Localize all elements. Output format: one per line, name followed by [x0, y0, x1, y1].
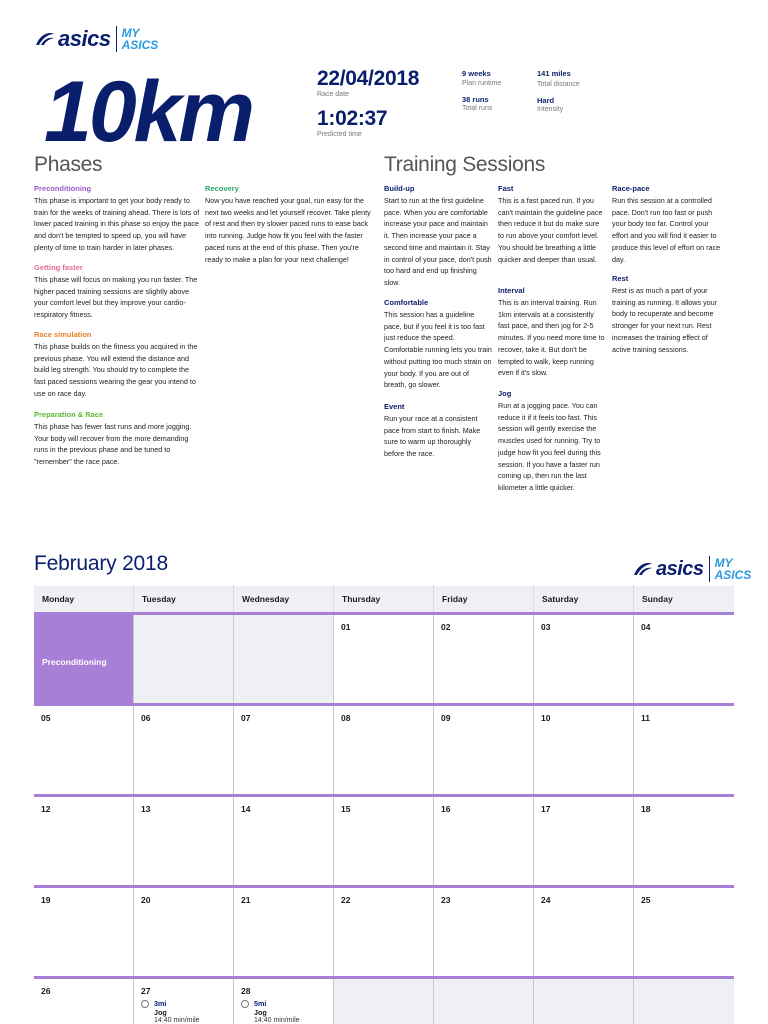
- day-number: 05: [41, 713, 51, 723]
- calendar-week-row: [34, 976, 734, 1024]
- calendar-day-cell[interactable]: [534, 797, 634, 885]
- day-number: 03: [541, 622, 551, 632]
- day-number: 09: [441, 713, 451, 723]
- session-race-pace: [612, 184, 722, 265]
- session-comfortable: [384, 298, 492, 391]
- day-number: 12: [41, 804, 51, 814]
- calendar-day-cell[interactable]: [434, 706, 534, 794]
- calendar-day-cell[interactable]: [234, 706, 334, 794]
- calendar-grid: [34, 586, 734, 1024]
- phase-title: Preconditioning: [34, 184, 92, 193]
- calendar-empty-cell: [434, 979, 534, 1024]
- plan-title: 10km: [44, 64, 252, 160]
- session-title: Race-pace: [612, 184, 650, 193]
- day-number: 18: [641, 804, 651, 814]
- calendar-day-cell[interactable]: [634, 797, 734, 885]
- phase-banner-label: Preconditioning: [42, 657, 107, 667]
- session-text: Run your race at a consistent pace from start to finish. Make sure to warm up thoroughly before the race.: [384, 414, 481, 459]
- session-title: Interval: [498, 286, 525, 295]
- day-number: 26: [41, 986, 51, 996]
- session-text: Rest is as much a part of your training as running. It allows your body to recuperate and become stronger for your next run. Rest increases the training effect of active training sessions.: [612, 286, 718, 354]
- calendar-empty-cell: [634, 979, 734, 1024]
- intensity-value: Hard: [537, 96, 555, 105]
- day-number: 19: [41, 895, 51, 905]
- session-text: Run at a jogging pace. You can reduce it if it feels too fast. This session will gently exercise the muscles used for running. Try to judge how fit you feel during this session. If you have a faster run coming up, then run the last kilometer a little quicker.: [498, 401, 601, 492]
- calendar-week-row: [34, 612, 734, 703]
- calendar-day-cell[interactable]: [634, 615, 734, 703]
- weekday-label: Sunday: [642, 594, 673, 604]
- day-number: 27: [141, 986, 151, 996]
- race-date-value: 22/04/2018: [317, 67, 420, 90]
- day-number: 08: [341, 713, 351, 723]
- session-pace: 14:40 min/mile: [154, 1017, 200, 1024]
- session-title: Event: [384, 402, 405, 411]
- calendar-day-cell[interactable]: [334, 706, 434, 794]
- session-text: Run this session at a controlled pace. Don't run too fast or push your body too far. Control your effort and you will find it easier to produce this level of effort on race day.: [612, 196, 721, 264]
- total-distance-value: 141 miles: [537, 69, 571, 78]
- session-title: Fast: [498, 184, 514, 193]
- calendar-week-row: [34, 885, 734, 976]
- phase-text: This phase builds on the fitness you acquired in the previous phase. You will extend the distance and build leg strength. You should try to complete the fast paced sessions wearing the gear you intend to use on race day.: [34, 342, 198, 398]
- session-type: Jog: [254, 1008, 267, 1017]
- phase-recovery: [205, 184, 371, 265]
- phase-race-simulation: [34, 330, 200, 400]
- day-number: 07: [241, 713, 251, 723]
- asics-wordmark: asics: [58, 26, 111, 51]
- session-distance: 3mi: [154, 999, 167, 1008]
- day-number: 23: [441, 895, 451, 905]
- session-rest: [612, 274, 722, 355]
- calendar-day-cell[interactable]: [134, 797, 234, 885]
- calendar-day-cell[interactable]: [234, 979, 334, 1024]
- calendar-day-cell[interactable]: [34, 979, 134, 1024]
- calendar-day-cell[interactable]: [134, 706, 234, 794]
- session-type: Jog: [154, 1008, 167, 1017]
- day-number: 10: [541, 713, 551, 723]
- calendar-day-cell[interactable]: [334, 888, 434, 976]
- weekday-label: Wednesday: [234, 586, 334, 612]
- calendar-day-cell[interactable]: [334, 797, 434, 885]
- my-asics-label: MY ASICS: [121, 26, 159, 52]
- calendar-day-cell[interactable]: [34, 706, 134, 794]
- weekday-label: Thursday: [334, 586, 434, 612]
- session-entry[interactable]: [241, 999, 333, 1024]
- plan-runtime-value: 9 weeks: [462, 69, 491, 78]
- weekday-label: Friday: [434, 586, 534, 612]
- day-number: 24: [541, 895, 551, 905]
- calendar-week-row: [34, 794, 734, 885]
- calendar-day-cell[interactable]: [134, 888, 234, 976]
- calendar-day-cell[interactable]: [534, 888, 634, 976]
- day-number: 11: [641, 713, 650, 723]
- calendar-day-cell[interactable]: [234, 797, 334, 885]
- session-title: Jog: [498, 389, 512, 398]
- calendar-weekday-header: [34, 586, 734, 612]
- day-number: 21: [241, 895, 251, 905]
- phase-banner-cell: [34, 615, 134, 703]
- session-title: Build-up: [384, 184, 415, 193]
- calendar-day-cell[interactable]: [634, 706, 734, 794]
- session-fast: [498, 184, 606, 265]
- weekday-label: Tuesday: [134, 586, 234, 612]
- phases-heading: Phases: [34, 153, 103, 176]
- day-number: 06: [141, 713, 151, 723]
- calendar-day-cell[interactable]: [634, 888, 734, 976]
- phase-title: Recovery: [205, 184, 239, 193]
- session-checkbox-icon[interactable]: [141, 1000, 149, 1008]
- session-title: Comfortable: [384, 298, 429, 307]
- calendar-empty-cell: [134, 615, 234, 703]
- logo-divider: [116, 26, 117, 52]
- calendar-day-cell[interactable]: [334, 615, 434, 703]
- session-text: Start to run at the first guideline pace. When you are comfortable increase your pace and maintain it. Then increase your pace a second time and maintain it. Stay in control of your pace, don't push too hard and end up finishing slow.: [384, 196, 492, 287]
- session-title: Rest: [612, 274, 629, 283]
- calendar-day-cell[interactable]: [34, 797, 134, 885]
- race-date-label: Race date: [317, 91, 349, 98]
- asics-stripes-icon: [632, 561, 654, 577]
- calendar-day-cell[interactable]: [434, 797, 534, 885]
- session-text: This is a fast paced run. If you can't maintain the guideline pace then reduce it but do make sure to run above your comfort level. You should be breathing a little quicker and deeper than usual.: [498, 196, 603, 264]
- phase-text: This phase has fewer fast runs and more jogging. Your body will recover from the more demanding runs in the previous phase and be tuned to "remember" the race pace.: [34, 422, 192, 467]
- calendar-day-cell[interactable]: [534, 706, 634, 794]
- total-runs-value: 38 runs: [462, 95, 489, 104]
- asics-logo: [632, 556, 751, 582]
- day-number: 28: [241, 986, 251, 996]
- session-event: [384, 402, 492, 460]
- day-number: 04: [641, 622, 651, 632]
- day-number: 22: [341, 895, 351, 905]
- session-build-up: [384, 184, 492, 289]
- asics-logo: [34, 26, 158, 52]
- phase-title: Getting faster: [34, 263, 83, 272]
- total-runs-label: Total runs: [462, 105, 493, 112]
- session-text: This session has a guideline pace, but if you feel it is too fast just reduce the speed. Comfortable running lets you train without putting too much strain on your body. If you are out of breath, go slower.: [384, 310, 492, 390]
- calendar-day-cell[interactable]: [134, 979, 234, 1024]
- calendar-day-cell[interactable]: [434, 888, 534, 976]
- day-number: 20: [141, 895, 151, 905]
- total-distance-label: Total distance: [537, 81, 580, 88]
- intensity-label: Intensity: [537, 106, 564, 113]
- session-checkbox-icon[interactable]: [241, 1000, 249, 1008]
- day-number: 16: [441, 804, 451, 814]
- predicted-time-value: 1:02:37: [317, 107, 388, 130]
- phase-title: Preparation & Race: [34, 410, 104, 419]
- predicted-time-label: Predicted time: [317, 131, 362, 138]
- calendar-empty-cell: [534, 979, 634, 1024]
- phase-text: Now you have reached your goal, run easy for the next two weeks and let yourself recover. Take plenty of rest and then try slower paced runs to ease back into running. Judge how fit you feel with the faster paced runs at the end of this phase. Then you're ready to make a plan for your next challenge!: [205, 196, 371, 264]
- asics-wordmark: asics: [656, 557, 704, 580]
- session-entry[interactable]: [141, 999, 233, 1024]
- calendar-day-cell[interactable]: [34, 888, 134, 976]
- day-number: 15: [341, 804, 351, 814]
- weekday-label: Saturday: [534, 586, 634, 612]
- asics-stripes-icon: [34, 31, 56, 47]
- calendar-day-cell[interactable]: [234, 888, 334, 976]
- logo-divider: [709, 556, 710, 582]
- session-pace: 14:40 min/mile: [254, 1017, 300, 1024]
- phase-text: This phase will focus on making you run faster. The higher paced training sessions are slightly above your comfort level but they improve your cardio-respiratory fitness.: [34, 275, 198, 320]
- day-number: 01: [341, 622, 351, 632]
- session-interval: [498, 286, 606, 379]
- day-number: 17: [541, 804, 551, 814]
- calendar-empty-cell: [234, 615, 334, 703]
- day-number: 13: [141, 804, 151, 814]
- my-asics-label: MY ASICS: [714, 556, 752, 582]
- day-number: 14: [241, 804, 251, 814]
- session-distance: 5mi: [254, 999, 267, 1008]
- day-number: 02: [441, 622, 451, 632]
- plan-runtime-label: Plan runtime: [462, 80, 502, 87]
- session-text: This is an interval training. Run 1km intervals at a consistently fast pace, and then jog for 2-5 minutes. If you need more time to recover, take it. But don't be tempted to walk, keep running even if it's slow.: [498, 298, 605, 378]
- calendar-empty-cell: [334, 979, 434, 1024]
- calendar-day-cell[interactable]: [434, 615, 534, 703]
- calendar-week-row: [34, 703, 734, 794]
- phase-preconditioning: [34, 184, 200, 254]
- training-sessions-heading: Training Sessions: [384, 153, 546, 176]
- phase-title: Race simulation: [34, 330, 92, 339]
- weekday-label: Monday: [34, 586, 134, 612]
- phase-preparation-race: [34, 410, 200, 468]
- phase-getting-faster: [34, 263, 200, 321]
- calendar-month-title: February 2018: [34, 552, 168, 575]
- phase-text: This phase is important to get your body ready to train for the weeks of training ahead. There is lots of lower paced training in this phase so enjoy the pace and don't be tempted to speed up, you will have plenty of time to train harder in later phases.: [34, 196, 200, 252]
- day-number: 25: [641, 895, 651, 905]
- session-jog: [498, 389, 606, 494]
- calendar-day-cell[interactable]: [534, 615, 634, 703]
